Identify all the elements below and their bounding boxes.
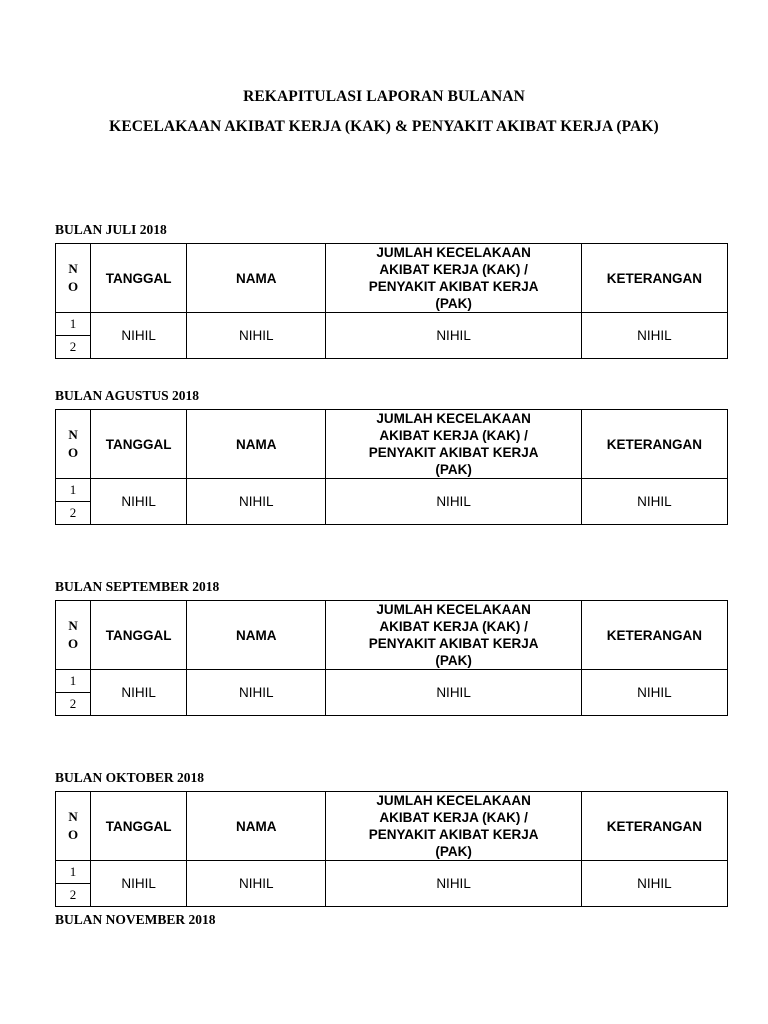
table-header-row [56,792,728,861]
header-jumlah-line2: AKIBAT KERJA (KAK) / [379,619,528,634]
header-jumlah-line1: JUMLAH KECELAKAAN [376,793,531,808]
header-no-line1: N [68,618,78,633]
month-heading: BULAN SEPTEMBER 2018 [55,579,220,594]
header-jumlah-line3: PENYAKIT AKIBAT KERJA [368,827,539,842]
report-table [55,600,728,716]
month-heading: BULAN AGUSTUS 2018 [55,388,200,403]
row-number-1: 1 [56,479,91,502]
header-jumlah-line4: (PAK) [435,844,472,859]
header-no-line2: O [67,445,79,460]
header-no [56,410,91,479]
header-no-line2: O [67,279,79,294]
report-table [55,791,728,907]
month-heading-next: BULAN NOVEMBER 2018 [55,912,216,927]
header-no-line1: N [68,809,78,824]
row-number-2: 2 [56,336,91,359]
header-keterangan: KETERANGAN [581,792,727,861]
header-jumlah-line1: JUMLAH KECELAKAAN [376,411,531,426]
header-jumlah [326,410,581,479]
table-row [56,479,728,502]
table-header-row [56,410,728,479]
report-title: REKAPITULASI LAPORAN BULANAN [243,88,525,105]
header-tanggal: TANGGAL [91,410,187,479]
cell-tanggal: NIHIL [91,479,187,525]
cell-tanggal: NIHIL [91,670,187,716]
header-no [56,601,91,670]
month-heading: BULAN JULI 2018 [55,222,167,237]
row-number-2: 2 [56,693,91,716]
row-number-2: 2 [56,502,91,525]
report-table [55,243,728,359]
header-jumlah [326,244,581,313]
header-jumlah [326,601,581,670]
header-tanggal: TANGGAL [91,244,187,313]
header-jumlah-line3: PENYAKIT AKIBAT KERJA [368,636,539,651]
header-tanggal: TANGGAL [91,792,187,861]
cell-jumlah: NIHIL [326,313,581,359]
table-row [56,313,728,336]
row-number-1: 1 [56,861,91,884]
header-no-line2: O [67,636,79,651]
cell-tanggal: NIHIL [91,861,187,907]
row-number-1: 1 [56,670,91,693]
section-august [55,387,728,525]
cell-nama: NIHIL [187,670,326,716]
header-no [56,244,91,313]
section-october [55,769,728,907]
cell-jumlah: NIHIL [326,861,581,907]
header-jumlah-line3: PENYAKIT AKIBAT KERJA [368,279,539,294]
table-header-row [56,601,728,670]
row-number-1: 1 [56,313,91,336]
header-jumlah-line4: (PAK) [435,296,472,311]
header-no-line1: N [68,261,78,276]
header-jumlah-line1: JUMLAH KECELAKAAN [376,245,531,260]
cell-jumlah: NIHIL [326,479,581,525]
header-jumlah-line4: (PAK) [435,653,472,668]
header-jumlah-line1: JUMLAH KECELAKAAN [376,602,531,617]
header-keterangan: KETERANGAN [581,244,727,313]
section-september [55,578,728,716]
row-number-2: 2 [56,884,91,907]
table-row [56,670,728,693]
cell-keterangan: NIHIL [581,479,727,525]
cell-keterangan: NIHIL [581,670,727,716]
header-keterangan: KETERANGAN [581,601,727,670]
cell-jumlah: NIHIL [326,670,581,716]
section-july [55,221,728,359]
month-heading: BULAN OKTOBER 2018 [55,770,205,785]
header-no-line2: O [67,827,79,842]
header-keterangan: KETERANGAN [581,410,727,479]
header-nama: NAMA [187,601,326,670]
cell-keterangan: NIHIL [581,313,727,359]
header-nama: NAMA [187,792,326,861]
cell-nama: NIHIL [187,313,326,359]
cell-nama: NIHIL [187,861,326,907]
report-subtitle: KECELAKAAN AKIBAT KERJA (KAK) & PENYAKIT AKIBAT KERJA (PAK) [109,118,659,135]
cell-keterangan: NIHIL [581,861,727,907]
table-header-row [56,244,728,313]
report-table [55,409,728,525]
cell-tanggal: NIHIL [91,313,187,359]
header-jumlah-line2: AKIBAT KERJA (KAK) / [379,810,528,825]
header-jumlah-line2: AKIBAT KERJA (KAK) / [379,428,528,443]
header-nama: NAMA [187,244,326,313]
header-tanggal: TANGGAL [91,601,187,670]
header-jumlah-line3: PENYAKIT AKIBAT KERJA [368,445,539,460]
header-jumlah-line2: AKIBAT KERJA (KAK) / [379,262,528,277]
header-jumlah-line4: (PAK) [435,462,472,477]
header-no-line1: N [68,427,78,442]
table-row [56,861,728,884]
header-jumlah [326,792,581,861]
header-nama: NAMA [187,410,326,479]
cell-nama: NIHIL [187,479,326,525]
header-no [56,792,91,861]
